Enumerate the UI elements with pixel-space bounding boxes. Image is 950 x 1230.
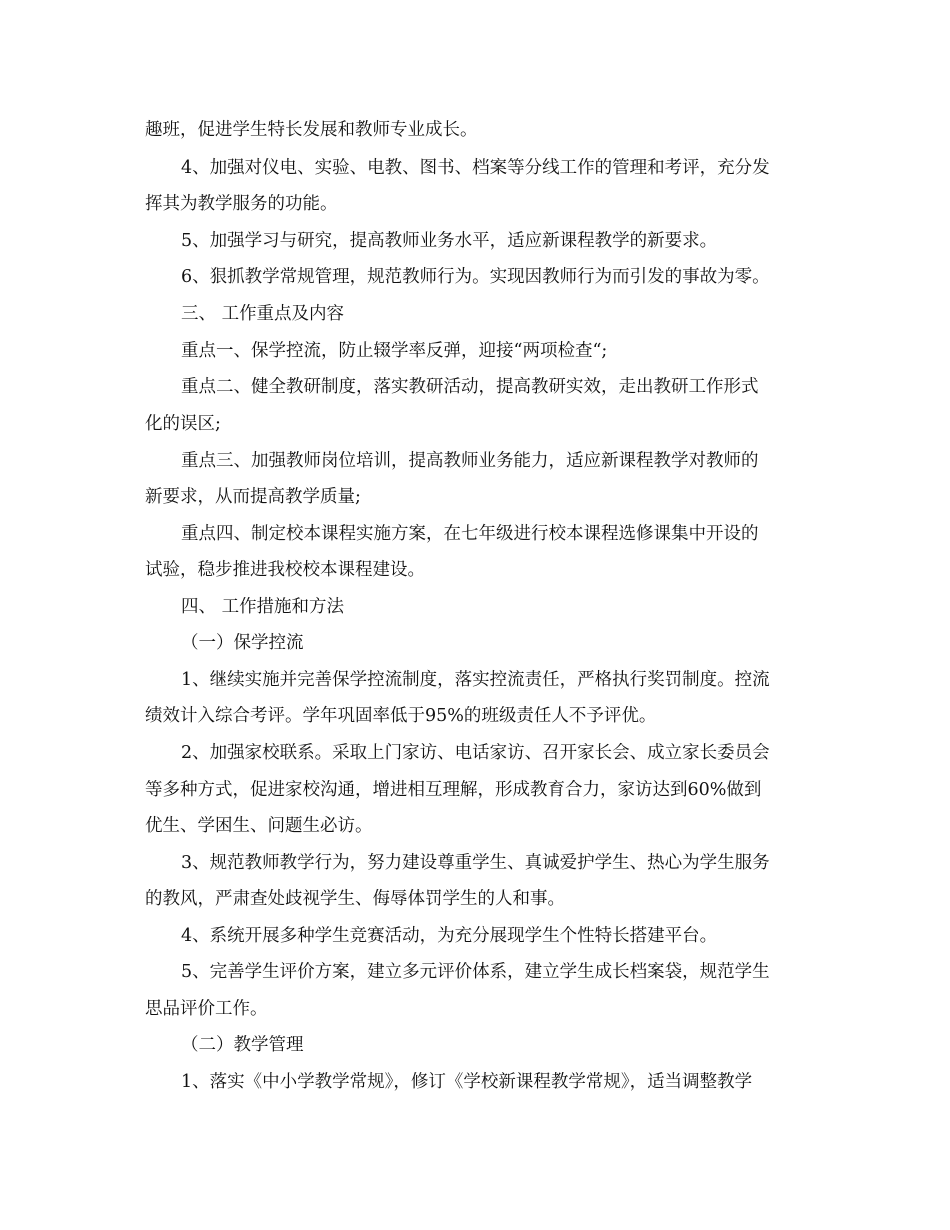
text-line: 重点四、制定校本课程实施方案，在七年级进行校本课程选修课集中开设的 <box>181 524 759 544</box>
text-line: 重点一、保学控流，防止辍学率反弹，迎接“两项检查“; <box>181 341 608 361</box>
text-line: 5、加强学习与研究，提高教师业务水平，适应新课程教学的新要求。 <box>181 231 718 251</box>
text-line: 1、落实《中小学教学常规》，修订《学校新课程教学常规》，适当调整教学 <box>181 1072 753 1092</box>
section-heading: 四、 工作措施和方法 <box>181 597 345 617</box>
text-line: 等多种方式，促进家校沟通，增进相互理解，形成教育合力，家访达到60%做到 <box>145 780 762 800</box>
text-line: 思品评价工作。 <box>145 999 268 1019</box>
text-line: 5、完善学生评价方案，建立多元评价体系，建立学生成长档案袋，规范学生 <box>181 962 770 982</box>
text-line: 试验，稳步推进我校校本课程建设。 <box>145 560 425 580</box>
text-line: 化的误区; <box>145 414 221 434</box>
text-line: 4、加强对仪电、实验、电教、图书、档案等分线工作的管理和考评，充分发 <box>181 158 770 178</box>
subsection-heading: （二）教学管理 <box>181 1035 304 1055</box>
text-line: 新要求，从而提高教学质量; <box>145 487 361 507</box>
text-line: 重点三、加强教师岗位培训，提高教师业务能力，适应新课程教学对教师的 <box>181 451 759 471</box>
text-line: 挥其为教学服务的功能。 <box>145 194 338 214</box>
text-line: 1、继续实施并完善保学控流制度，落实控流责任，严格执行奖罚制度。控流 <box>181 670 770 690</box>
text-line: 3、规范教师教学行为，努力建设尊重学生、真诚爱护学生、热心为学生服务 <box>181 853 770 873</box>
section-heading: 三、 工作重点及内容 <box>181 304 345 324</box>
text-line: 绩效计入综合考评。学年巩固率低于95%的班级责任人不予评优。 <box>145 706 657 726</box>
text-line: 优生、学困生、问题生必访。 <box>145 816 373 836</box>
text-line: 6、狠抓教学常规管理，规范教师行为。实现因教师行为而引发的事故为零。 <box>181 267 770 287</box>
subsection-heading: （一）保学控流 <box>181 633 304 653</box>
text-line: 2、加强家校联系。采取上门家访、电话家访、召开家长会、成立家长委员会 <box>181 743 770 763</box>
text-line: 4、系统开展多种学生竞赛活动，为充分展现学生个性特长搭建平台。 <box>181 926 718 946</box>
text-line: 的教风，严肃查处歧视学生、侮辱体罚学生的人和事。 <box>145 889 565 909</box>
text-line: 趣班，促进学生特长发展和教师专业成长。 <box>145 120 478 140</box>
text-line: 重点二、健全教研制度，落实教研活动，提高教研实效，走出教研工作形式 <box>181 377 759 397</box>
